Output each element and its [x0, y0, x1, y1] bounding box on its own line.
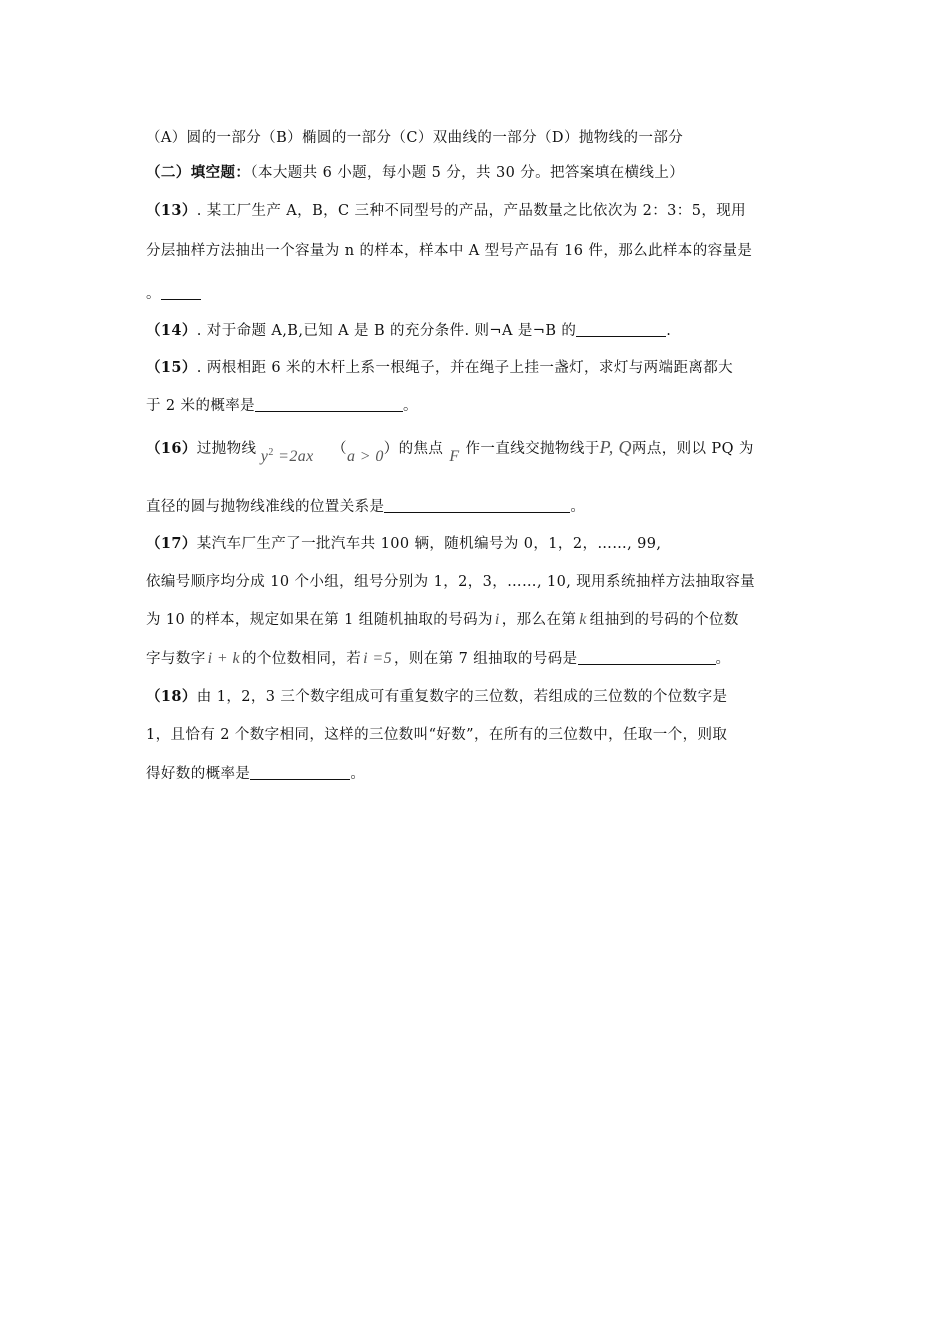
choice-options: （A）圆的一部分（B）椭圆的一部分（C）双曲线的一部分（D）抛物线的一部分 [146, 130, 684, 146]
q16-condition: a > 0 [346, 448, 384, 465]
q15-line1: （15）. 两根相距 6 米的木杆上系一根绳子，并在绳子上挂一盏灯，求灯与两端距离都大 [146, 359, 734, 376]
q18-answer-blank[interactable] [250, 765, 350, 780]
q17-answer-blank[interactable] [578, 650, 716, 665]
q14-line: （14）. 对于命题 A,B,已知 A 是 B 的充分条件. 则¬A 是¬B 的 . [146, 322, 672, 339]
q16-equation: $y^2 =2ax$ [260, 447, 314, 465]
q17-number: （17） [146, 535, 197, 552]
q13-line1: （13）. 某工厂生产 A，B，C 三种不同型号的产品，产品数量之比依次为 2：3：5，现用 [146, 202, 747, 219]
q18-line3: 得好数的概率是 。 [146, 766, 366, 782]
q17-expr-i-equals-5: i =5 [363, 650, 392, 667]
q17-line2: 依编号顺序均分成 10 个小组，组号分别为 1，2，3，……, 10, 现用系统抽样方法抽取容量 [146, 574, 756, 590]
q16-number: （16） [146, 440, 197, 457]
q17-expr-i-plus-k: i + k [207, 650, 240, 667]
q13-answer-blank[interactable] [161, 285, 201, 300]
section-note: （本大题共 6 小题，每小题 5 分，共 30 分。把答案填在横线上） [250, 165, 685, 181]
section-header [146, 163, 684, 183]
q16-line2: 直径的圆与抛物线准线的位置关系是 。 [146, 499, 586, 515]
q14-answer-blank[interactable] [576, 322, 666, 337]
q17-var-k: k [579, 611, 587, 628]
section-title: （二）填空题： [146, 164, 251, 181]
q16-answer-blank[interactable] [384, 498, 570, 513]
q15-line2: 于 2 米的概率是 。 [146, 398, 418, 414]
q17-line3: 为 10 的样本，规定如果在第 1 组随机抽取的号码为 i ，那么在第 k 组抽到的号码的个位数 [146, 611, 739, 628]
q14-number: （14） [146, 322, 197, 339]
q18-number: （18） [146, 688, 197, 705]
q13-line3: 。 [146, 284, 201, 304]
q18-line1: （18）由 1，2，3 三个数字组成可有重复数字的三位数，若组成的三位数的个位数字是 [146, 688, 728, 705]
q15-answer-blank[interactable] [255, 397, 403, 412]
q16-line1: （16）过抛物线 $y^2 =2ax$ （a > 0）的焦点 F 作一直线交抛物线于P, Q两点，则以 PQ 为 [146, 437, 754, 465]
q13-line2: 分层抽样方法抽出一个容量为 n 的样本，样本中 A 型号产品有 16 件，那么此样本的容量是 [146, 243, 753, 259]
q17-var-i: i [494, 611, 500, 628]
q17-line1: （17）某汽车厂生产了一批汽车共 100 辆，随机编号为 0，1，2，……, 99, [146, 535, 662, 552]
q17-line4: 字与数字 i + k 的个位数相同，若 i =5 ，则在第 7 组抽取的号码是 。 [146, 650, 731, 667]
q18-line2: 1，且恰有 2 个数字相同，这样的三位数叫“好数”，在所有的三位数中，任取一个，则取 [146, 727, 728, 743]
q15-number: （15） [146, 359, 197, 376]
q16-focus: F [449, 448, 460, 465]
q16-points: P, Q [599, 437, 632, 457]
q13-number: （13） [146, 202, 197, 219]
